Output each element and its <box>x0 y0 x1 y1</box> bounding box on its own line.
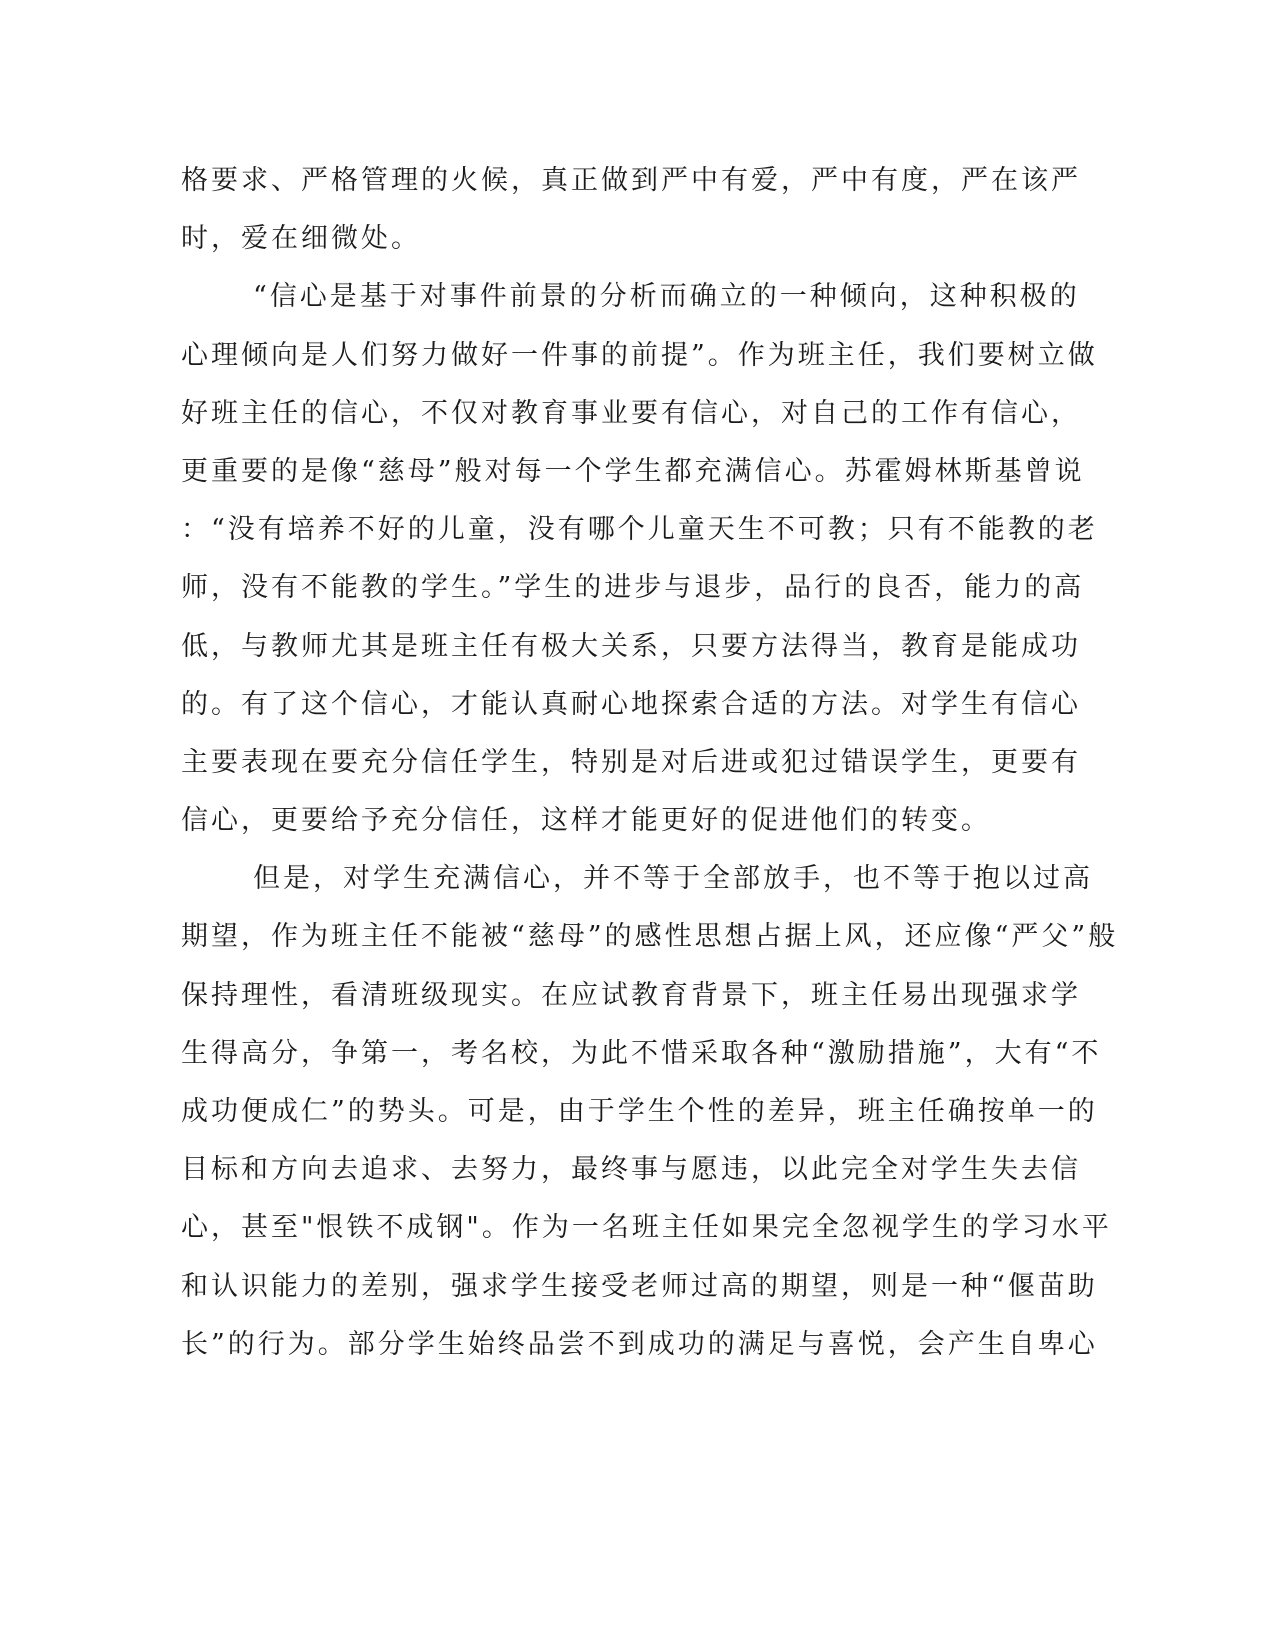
text-line: 的。有了这个信心，才能认真耐心地探索合适的方法。对学生有信心 <box>181 688 1081 720</box>
text-line: 更重要的是像“慈母”般对每一个学生都充满信心。苏霍姆林斯基曾说 <box>181 455 1085 487</box>
text-line: 保持理性，看清班级现实。在应试教育背景下，班主任易出现强求学 <box>181 979 1081 1011</box>
text-line: 低，与教师尤其是班主任有极大关系，只要方法得当，教育是能成功 <box>181 630 1081 662</box>
text-line: 好班主任的信心，不仅对教育事业要有信心，对自己的工作有信心， <box>181 397 1081 429</box>
text-line: 长”的行为。部分学生始终品尝不到成功的满足与喜悦，会产生自卑心 <box>181 1328 1098 1360</box>
text-line: 期望，作为班主任不能被“慈母”的感性思想占据上风，还应像“严父”般 <box>181 921 1119 953</box>
body-text <box>181 152 1119 1374</box>
text-line: 师，没有不能教的学生。”学生的进步与退步，品行的良否，能力的高 <box>181 572 1085 604</box>
text-line: 和认识能力的差别，强求学生接受老师过高的期望，则是一种“偃苗助 <box>181 1270 1098 1302</box>
text-line: ：“没有培养不好的儿童，没有哪个儿童天生不可教；只有不能教的老 <box>181 514 1098 546</box>
text-line: 生得高分，争第一，考名校，为此不惜采取各种“激励措施”，大有“不 <box>181 1037 1102 1069</box>
text-line: 心理倾向是人们努力做好一件事的前提”。作为班主任，我们要树立做 <box>181 339 1098 371</box>
paragraph-start-line: “信心是基于对事件前景的分析而确立的一种倾向，这种积极的 <box>253 281 1080 313</box>
text-line: 信心，更要给予充分信任，这样才能更好的促进他们的转变。 <box>181 805 991 837</box>
text-line: 目标和方向去追求、去努力，最终事与愿违，以此完全对学生失去信 <box>181 1154 1081 1186</box>
text-line: 时，爱在细微处。 <box>181 223 421 255</box>
text-line: 格要求、严格管理的火候，真正做到严中有爱，严中有度，严在该严 <box>181 165 1081 196</box>
text-line: 成功便成仁”的势头。可是，由于学生个性的差异，班主任确按单一的 <box>181 1096 1098 1127</box>
text-line: 主要表现在要充分信任学生，特别是对后进或犯过错误学生，更要有 <box>181 746 1081 778</box>
paragraph-start-line: 但是，对学生充满信心，并不等于全部放手，也不等于抱以过高 <box>253 863 1093 895</box>
text-line: 心，甚至"恨铁不成钢"。作为一名班主任如果完全忽视学生的学习水平 <box>181 1212 1112 1244</box>
